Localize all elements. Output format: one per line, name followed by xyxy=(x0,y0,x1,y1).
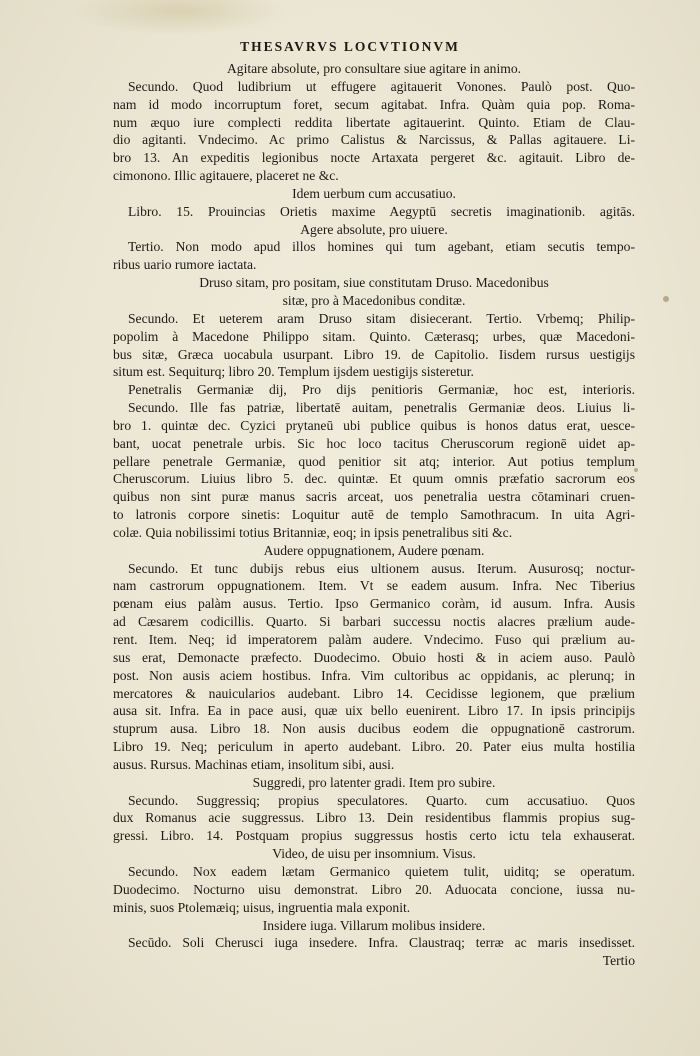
text-line: Cheruscorum. Liuius libro 5. dec. quintæ. Et quum omnis præfatio sacrorum eos xyxy=(113,471,635,487)
text-line: post. Non ausis aciem hostibus. Infra. Vim cultoribus ac oppidanis, ac plerunq; in xyxy=(113,667,635,683)
text-line: pœnam eius palàm ausus. Tertio. Ipso Germanico coràm, id ausum. Infra. Ausis xyxy=(113,596,635,612)
text-line: num æquo iure complecti reddita libertate agitauerint. Quinto. Etiam de Clau- xyxy=(113,114,635,130)
text-line: Secundo. Et tunc dubijs rebus eius ultionem ausus. Iterum. Ausurosq; noctur- xyxy=(128,560,635,576)
text-line: Video, de uisu per insomnium. Visus. xyxy=(272,846,476,862)
text-line: Suggredi, pro latenter gradi. Item pro subire. xyxy=(252,774,496,790)
text-line: Secundo. Quod ludibrium ut effugere agitauerit Vonones. Paulò post. Quo- xyxy=(128,78,635,94)
text-line: pellare penetrale Germaniæ, quod penitior sit atq; interior. Aut potius templum xyxy=(113,453,635,469)
text-line: minis, suos Ptolemæiq; uisus, ingruentia mala exponit. xyxy=(113,899,411,915)
text-line: Secūdo. Soli Cherusci iuga insedere. Infra. Claustraq; terræ ac maris insedisset. xyxy=(128,935,635,951)
text-line: Secundo. Nox eadem lætam Germanico quietem tulit, uiditq; se operatum. xyxy=(128,863,635,879)
text-line: Secundo. Suggressiq; propius speculatores. Quarto. cum accusatiuo. Quos xyxy=(128,792,635,808)
text-line: Audere oppugnationem, Audere pœnam. xyxy=(263,542,485,558)
text-line: ad Cæsarem codicillis. Quarto. Si barbari successu noctis alacres prælium aude- xyxy=(113,614,635,630)
text-line: Idem uerbum cum accusatiuo. xyxy=(292,185,456,201)
text-line: popolim à Macedone Philippo sitam. Quinto. Cæterasq; urbes, quæ Macedoni- xyxy=(113,328,635,344)
catchword: Tertio xyxy=(602,953,635,969)
text-line: nam id modo incorruptum foret, secum agitabat. Infra. Quàm quia pop. Roma- xyxy=(113,96,635,112)
text-line: bus sitæ, Græca uocabula usurpant. Libro 19. de Capitolio. Iisdem rursus uestigijs xyxy=(113,346,635,362)
text-line: Tertio. Non modo apud illos homines qui tum agebant, etiam secutis tempo- xyxy=(128,239,635,255)
text-line: rent. Item. Neq; id imperatorem palàm audere. Vndecimo. Fuso qui prælium au- xyxy=(113,632,635,647)
text-line: colæ. Quia nobilissimi totius Britanniæ, eoq; in ipsis penetralibus siti &c. xyxy=(113,524,513,540)
text-line: Penetralis Germaniæ dij, Pro dijs penitioris Germaniæ, hoc est, interioris. xyxy=(128,382,635,398)
text-line: Agere absolute, pro uiuere. xyxy=(300,221,448,237)
text-line: stuprum ausa. Libro 18. Non ausis ducibus eodem die oppugnationē castrorum. xyxy=(113,721,635,737)
text-line: Insidere iuga. Villarum molibus insidere. xyxy=(262,917,486,933)
text-line: situm est. Sequiturq; libro 20. Templum ijsdem uestigijs sisteretur. xyxy=(113,364,474,380)
text-line: cimonono. Illic agitauere, placeret ne &c. xyxy=(113,168,339,184)
paper-stain xyxy=(70,0,290,36)
page-text xyxy=(113,60,635,970)
text-line: nam castrorum oppugnationem. Item. Vt se eadem ausum. Infra. Nec Tiberius xyxy=(113,578,635,594)
ink-spot xyxy=(663,296,669,302)
text-line: sus erat, Demonacte præfecto. Duodecimo. Obuio hosti & in aciem auso. Paulò xyxy=(113,649,635,665)
text-line: dio agitanti. Vndecimo. Ac primo Calistus & Narcissus, & Pallas agitauere. Li- xyxy=(113,132,635,148)
text-line: bro 1. quintæ dec. Cyzici prytaneū ubi publice quibus is honos datus erat, uesce- xyxy=(113,417,635,433)
text-line: sitæ, pro à Macedonibus conditæ. xyxy=(282,292,466,308)
text-line: ausa sit. Infra. Ea in pace ausi, quæ uix bello euenirent. Libro 17. In ipsis principijs xyxy=(113,703,635,719)
text-line: Agitare absolute, pro consultare siue agitare in animo. xyxy=(226,61,522,76)
text-line: Libro 19. Neq; periculum in aperto audebant. Libro. 20. Pater eius multa hostilia xyxy=(113,739,635,755)
text-line: to latronis corpore sinetis: Loquitur autē de templo Samothracum. In uita Agri- xyxy=(113,507,635,523)
text-line: Duodecimo. Nocturno uisu demonstrat. Libro 20. Aduocata concione, iussa nu- xyxy=(113,881,635,897)
text-line: bant, uocat penetrale urbis. Sic hoc loco tacitus Cheruscorum regionē uidet ap- xyxy=(113,435,635,451)
text-line: dux Romanus acie suggressus. Libro 13. Dein residentibus flammis propius sug- xyxy=(113,810,635,826)
text-line: ausus. Rursus. Machinas etiam, insolitum sibi, ausi. xyxy=(113,756,395,772)
text-line: quibus non sint puræ manus sacris arceat, uos penetralia uestra cōtaminari cruen- xyxy=(113,489,635,505)
text-line: Secundo. Et ueterem aram Druso sitam disiecerant. Tertio. Vrbemq; Philip- xyxy=(128,310,635,326)
text-line: ribus uario rumore iactata. xyxy=(113,257,257,273)
running-head: THESAVRVS LOCVTIONVM xyxy=(240,39,460,54)
text-line: Druso sitam, pro positam, siue constitutam Druso. Macedonibus xyxy=(199,275,549,291)
text-line: Libro. 15. Prouincias Orietis maxime Aegyptū secretis imaginationib. agitās. xyxy=(128,203,635,219)
text-line: mercatores & nauicularios audebant. Libro 14. Cecidisse legionem, que prælium xyxy=(113,685,635,701)
text-line: bro 13. An expeditis legionibus nocte Artaxata pergeret &c. agitauit. Libro de- xyxy=(113,150,635,166)
text-line: Secundo. Ille fas patriæ, libertatē auitam, penetralis Germaniæ deos. Liuius li- xyxy=(128,400,635,416)
text-line: gressi. Libro. 14. Postquam propius suggressus hostis certo ictu tela exhauserat. xyxy=(113,828,635,844)
